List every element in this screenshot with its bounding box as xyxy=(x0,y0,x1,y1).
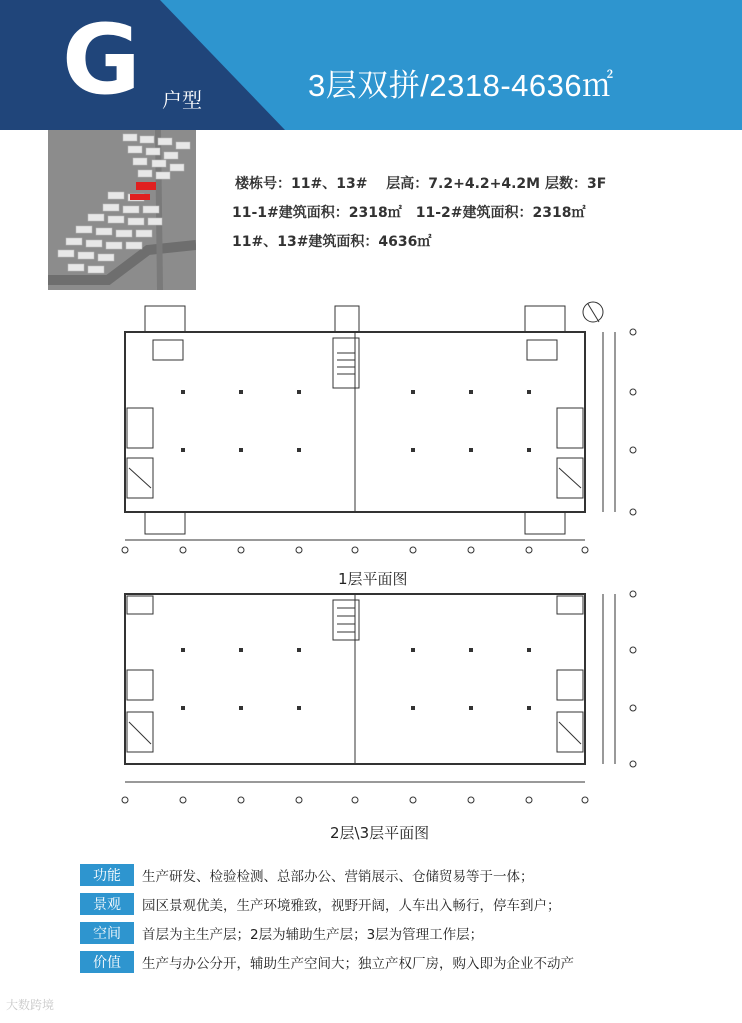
feature-row-landscape xyxy=(80,892,561,916)
header-banner xyxy=(0,0,742,130)
info-line-1: 楼栋号：11#、13# 层高：7.2+4.2+4.2M 层数：3F xyxy=(235,176,607,192)
type-letter: G xyxy=(62,4,141,116)
floor1-plan-label: 1层平面图 xyxy=(338,570,408,588)
feature-row-function xyxy=(80,863,534,887)
site-map xyxy=(48,130,196,290)
feature-text: 生产与办公分开，辅助生产空间大；独立产权厂房，购入即为企业不动产 xyxy=(142,956,574,972)
floor23-plan xyxy=(115,588,645,810)
type-label: 户型 xyxy=(162,88,202,112)
feature-row-value xyxy=(80,950,574,974)
feature-tag: 功能 xyxy=(80,864,134,886)
feature-row-space xyxy=(80,921,483,945)
feature-tag: 价值 xyxy=(80,951,134,973)
page-title: 3层双拼/2318-4636㎡ xyxy=(308,68,614,103)
feature-text: 园区景观优美，生产环境雅致，视野开阔，人车出入畅行，停车到户； xyxy=(142,898,561,914)
feature-tag: 空间 xyxy=(80,922,134,944)
floor23-plan-label: 2层\3层平面图 xyxy=(330,824,430,842)
floor1-plan xyxy=(115,298,645,560)
feature-text: 首层为主生产层；2层为辅助生产层；3层为管理工作层； xyxy=(142,927,484,943)
info-line-3: 11#、13#建筑面积：4636㎡ xyxy=(232,234,432,250)
watermark: 大数跨境 xyxy=(6,998,55,1012)
feature-text: 生产研发、检验检测、总部办公、营销展示、仓储贸易等于一体； xyxy=(142,869,534,885)
info-line-2: 11-1#建筑面积：2318㎡ 11-2#建筑面积：2318㎡ xyxy=(232,205,586,221)
feature-tag: 景观 xyxy=(80,893,134,915)
